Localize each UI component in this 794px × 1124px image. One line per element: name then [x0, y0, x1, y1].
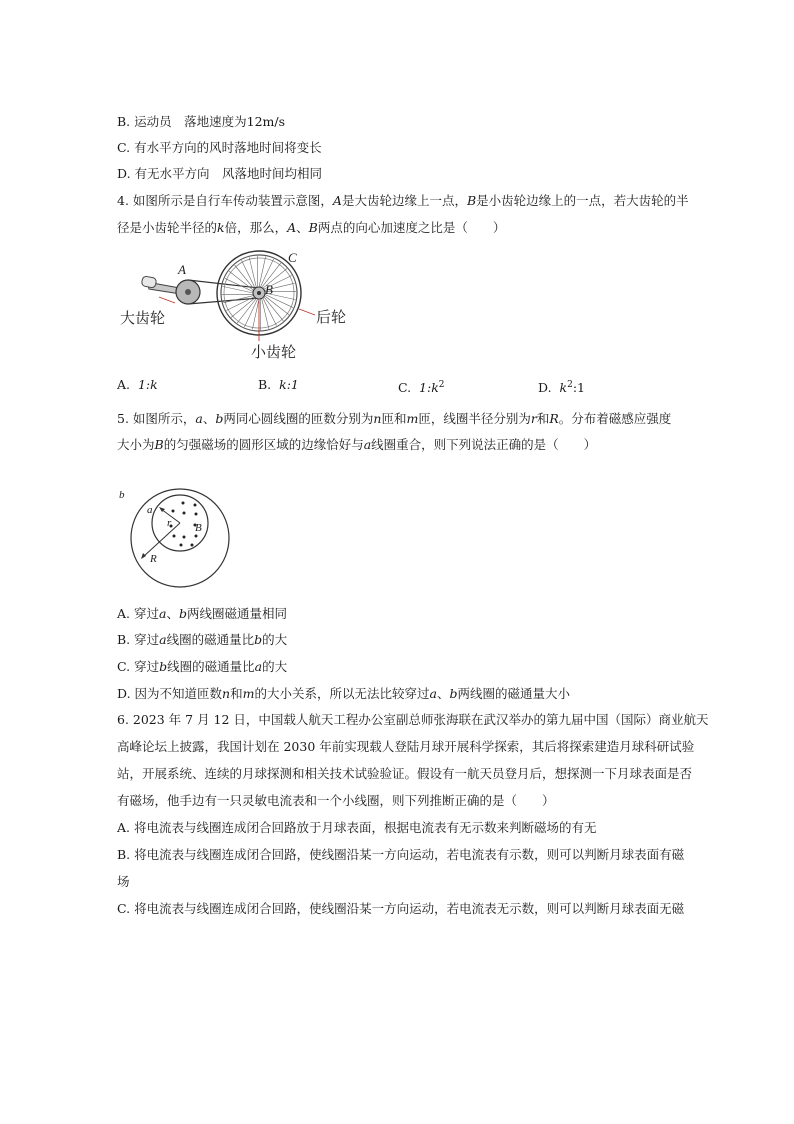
q5-option-a: A. 穿过a、b两线圈磁通量相同	[117, 606, 287, 621]
q3-option-c: C. 有水平方向的风时落地时间将变长	[117, 140, 322, 155]
figure-label-c: C	[288, 250, 297, 265]
q6-option-c-line1: C. 将电流表与线圈连成闭合回路，使线圈沿某一方向运动，若电流表无示数，则可以判断月球表面无磁	[117, 901, 685, 916]
q5-option-c: C. 穿过b线圈的磁通量比a的大	[117, 659, 288, 674]
q4-option-a: A. 1:k	[117, 377, 158, 392]
q5-option-d: D. 因为不知道匝数n和m的大小关系，所以无法比较穿过a、b两线圈的磁通量大小	[117, 686, 570, 701]
coil-b	[131, 489, 229, 587]
figure-label-a: A	[178, 262, 186, 277]
q4-stem-line2: 径是小齿轮半径的k倍，那么，A、B两点的向心加速度之比是（ ）	[117, 220, 506, 235]
q6-option-a: A. 将电流表与线圈连成闭合回路放于月球表面，根据电流表有无示数来判断磁场的有无	[117, 820, 597, 835]
q3-option-d: D. 有无水平方向 风落地时间均相同	[117, 166, 323, 181]
wheel-spoke	[264, 297, 284, 321]
q6-stem-line2: 高峰论坛上披露，我国计划在 2030 年前实现载人登陆月球开展科学探索，其后将探索建造月球科研试验	[117, 739, 695, 754]
label-small-gear: 小齿轮	[251, 345, 297, 361]
q5-stem-line2: 大小为B的匀强磁场的圆形区域的边缘恰好与a线圈重合，则下列说法正确的是（ ）	[117, 437, 597, 452]
q6-option-b-line1: B. 将电流表与线圈连成闭合回路，使线圈沿某一方向运动，若电流表有示数，则可以判断月球表面有磁	[117, 847, 685, 862]
label-rear-wheel: 后轮	[316, 310, 347, 326]
q6-stem-line4: 有磁场，他手边有一只灵敏电流表和一个小线圈，则下列推断正确的是（ ）	[117, 793, 555, 808]
figure-label-a: a	[147, 504, 153, 516]
wheel-spoke	[229, 271, 254, 290]
q5-stem-line1: 5. 如图所示，a、b两同心圆线圈的匝数分别为n匝和m匝，线圈半径分别为r和R。分布着磁感应强度	[117, 411, 672, 426]
wheel-spoke	[264, 296, 289, 315]
q4-option-b: B. k:1	[258, 377, 299, 392]
q4-stem-line1: 4. 如图所示是自行车传动装置示意图，A是大齿轮边缘上一点，B是小齿轮边缘上的一点，若大齿轮的半	[117, 193, 689, 208]
figure-label-field-B: B	[195, 522, 202, 534]
q6-stem-line1: 6. 2023 年 7 月 12 日，中国载人航天工程办公室副总师张海联在武汉举办的第九届中国（国际）商业航天	[117, 712, 709, 727]
q5-option-b: B. 穿过a线圈的磁通量比b的大	[117, 632, 288, 647]
label-big-gear: 大齿轮	[120, 311, 166, 327]
q3-option-b: B. 运动员 落地速度为12m/s	[117, 114, 286, 129]
figure-label-b: B	[265, 282, 273, 297]
wheel-spoke	[237, 298, 256, 323]
concentric-coils-figure	[115, 484, 250, 588]
bicycle-transmission-figure	[115, 245, 355, 363]
q4-option-d: D. $k^2:1$	[538, 380, 585, 396]
q4-option-c: C. $1:k^2$	[398, 380, 445, 396]
q6-option-b-line2: 场	[117, 874, 130, 889]
figure-label-r: r	[167, 517, 172, 529]
q6-stem-line3: 站，开展系统、连续的月球探测和相关技术试验验证。假设有一航天员登月后，想探测一下月球表面是否	[117, 766, 693, 781]
figure-label-b: b	[119, 489, 125, 501]
figure-label-R: R	[150, 553, 157, 565]
